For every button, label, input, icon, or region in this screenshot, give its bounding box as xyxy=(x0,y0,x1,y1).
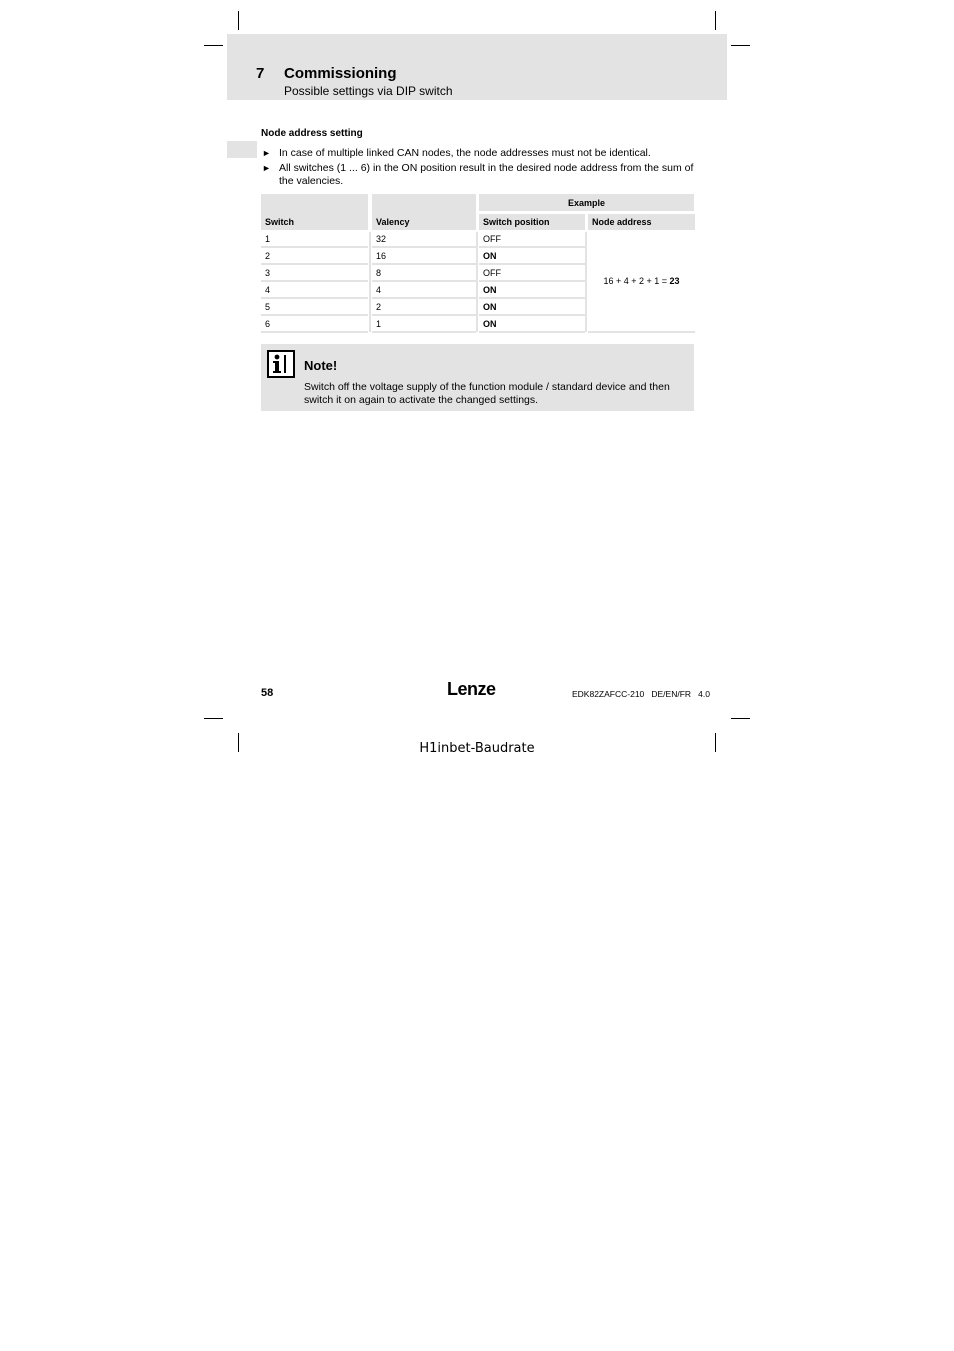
header-node-address: Node address xyxy=(588,214,695,230)
page-number: 58 xyxy=(261,687,274,699)
header-example: Example xyxy=(479,194,694,211)
section-title: Node address setting xyxy=(261,128,363,139)
cell-valency: 8 xyxy=(372,265,476,282)
side-tab-marker xyxy=(227,141,257,158)
chapter-subtitle: Possible settings via DIP switch xyxy=(284,84,453,98)
cell-position: OFF xyxy=(479,265,585,282)
header-switch-position: Switch position xyxy=(479,214,585,230)
bullet-text: In case of multiple linked CAN nodes, the node addresses must not be identical. xyxy=(279,147,651,159)
cell-valency: 1 xyxy=(372,316,476,333)
note-text: Switch off the voltage supply of the function module / standard device and then switch it on again to activate the changed settings. xyxy=(304,381,670,406)
cell-switch: 1 xyxy=(261,231,368,248)
chapter-number: 7 xyxy=(256,65,265,82)
bullet-arrow-icon: ► xyxy=(262,148,271,158)
cell-position: ON xyxy=(479,248,585,265)
bullet-item xyxy=(262,162,694,188)
chapter-title: Commissioning xyxy=(284,65,397,82)
cell-valency: 4 xyxy=(372,282,476,299)
cell-switch: 3 xyxy=(261,265,368,282)
bullet-arrow-icon: ► xyxy=(262,163,271,173)
cell-valency: 32 xyxy=(372,231,476,248)
bullet-item xyxy=(262,147,694,160)
cell-node-address xyxy=(588,231,695,333)
address-formula: 16 + 4 + 2 + 1 = xyxy=(603,276,670,286)
cell-position: ON xyxy=(479,316,585,333)
cell-switch: 5 xyxy=(261,299,368,316)
header-valency: Valency xyxy=(372,194,476,230)
crop-mark xyxy=(731,718,750,719)
bullet-text: All switches (1 ... 6) in the ON position result in the desired node address from the sum of the valencies. xyxy=(279,162,694,187)
cell-valency: 2 xyxy=(372,299,476,316)
note-title: Note! xyxy=(304,358,338,373)
column-divider xyxy=(369,232,371,332)
cell-position: ON xyxy=(479,299,585,316)
page-caption: H1inbet-Baudrate xyxy=(419,741,535,756)
crop-mark xyxy=(715,11,716,30)
cell-position: ON xyxy=(479,282,585,299)
document-id: EDK82ZAFCC-210 DE/EN/FR 4.0 xyxy=(572,689,710,699)
column-divider xyxy=(585,232,587,332)
crop-mark xyxy=(238,11,239,30)
crop-mark xyxy=(204,45,223,46)
header-switch: Switch xyxy=(261,194,368,230)
crop-mark xyxy=(731,45,750,46)
cell-valency: 16 xyxy=(372,248,476,265)
cell-switch: 4 xyxy=(261,282,368,299)
cell-switch: 6 xyxy=(261,316,368,333)
cell-position: OFF xyxy=(479,231,585,248)
cell-switch: 2 xyxy=(261,248,368,265)
address-result: 23 xyxy=(669,276,680,286)
info-icon xyxy=(267,350,295,378)
column-divider xyxy=(476,232,478,332)
lenze-logo: Lenze xyxy=(447,679,496,699)
crop-mark xyxy=(204,718,223,719)
